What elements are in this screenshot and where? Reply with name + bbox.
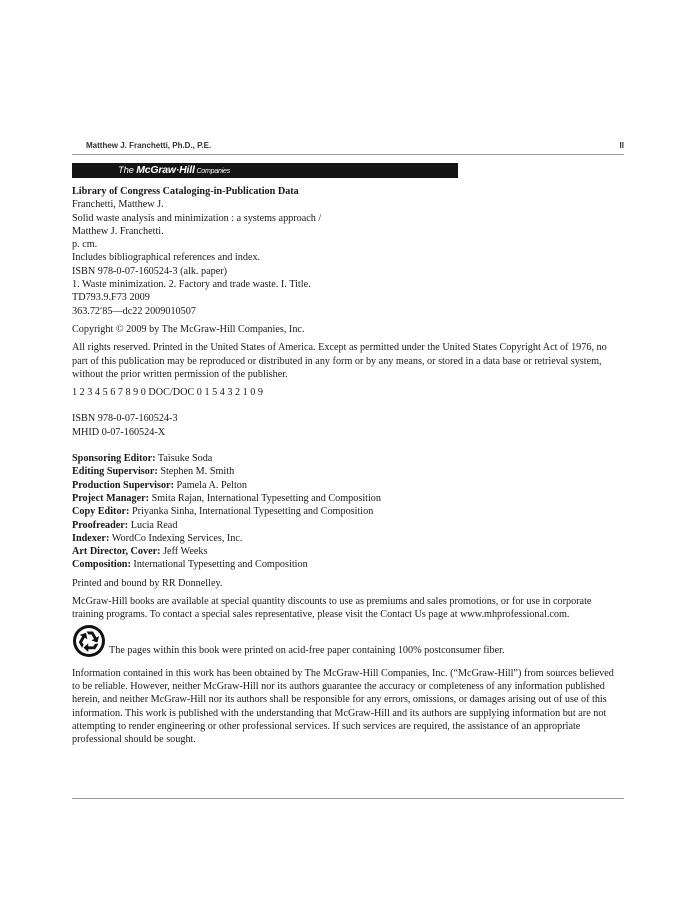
copyright-page-content	[72, 185, 624, 746]
page-folio: II	[619, 141, 624, 150]
credit-line	[72, 545, 624, 558]
credit-name: Taisuke Soda	[157, 453, 213, 465]
credit-name: Stephen M. Smith	[160, 466, 235, 478]
publisher-logo-bar	[72, 163, 458, 178]
cip-line: Includes bibliographical references and index.	[72, 252, 261, 264]
credit-role: Composition:	[72, 559, 131, 571]
recycled-paper-note	[72, 624, 624, 662]
credit-line	[72, 505, 624, 518]
cip-line: Solid waste analysis and minimization : a systems approach /	[72, 212, 322, 224]
credit-line	[72, 532, 624, 545]
credit-role: Production Supervisor:	[72, 479, 174, 491]
credit-role: Copy Editor:	[72, 506, 130, 518]
footer-rule	[72, 798, 624, 799]
credit-line	[72, 465, 624, 478]
credit-line	[72, 479, 624, 492]
credit-name: International Typesetting and Composition	[133, 559, 308, 571]
credit-line	[72, 492, 624, 505]
printing-line: 1 2 3 4 5 6 7 8 9 0 DOC/DOC 0 1 5 4 3 2 1 0 9	[72, 387, 264, 399]
recycle-icon	[72, 624, 106, 658]
logo-prefix: The	[118, 165, 137, 176]
credit-name: Jeff Weeks	[163, 546, 208, 558]
credit-name: Lucia Read	[130, 519, 178, 531]
credits-list	[72, 452, 624, 572]
credit-line	[72, 519, 624, 532]
copyright-notice: Copyright © 2009 by The McGraw-Hill Companies, Inc.	[72, 323, 305, 335]
isbn: ISBN 978-0-07-160524-3	[72, 413, 178, 425]
header-rule	[72, 154, 624, 155]
logo-suffix: Companies	[194, 168, 231, 175]
cip-line: 363.72′85—dc22 2009010507	[72, 305, 196, 317]
cip-line: Franchetti, Matthew J.	[72, 199, 164, 211]
publisher-logo	[118, 164, 230, 176]
cip-line: Matthew J. Franchetti.	[72, 225, 164, 237]
credit-name: Smita Rajan, International Typesetting and Composition	[151, 492, 381, 504]
cip-line: 1. Waste minimization. 2. Factory and trade waste. I. Title.	[72, 279, 311, 291]
cip-line: ISBN 978-0-07-160524-3 (alk. paper)	[72, 265, 228, 277]
cip-line: p. cm.	[72, 239, 98, 251]
credit-role: Sponsoring Editor:	[72, 453, 156, 465]
credit-line	[72, 558, 624, 571]
credit-role: Indexer:	[72, 532, 110, 544]
cip-heading: Library of Congress Cataloging-in-Publication Data	[72, 186, 299, 197]
credit-role: Editing Supervisor:	[72, 466, 158, 478]
running-head-author: Matthew J. Franchetti, Ph.D., P.E.	[86, 141, 212, 150]
credit-name: Priyanka Sinha, International Typesetting and Composition	[132, 506, 374, 518]
rights-statement: All rights reserved. Printed in the United States of America. Except as permitted under the United States Copyright Act of 1976, no part of this publication may be reproduced or distributed in any form or by any means, or stored in a data base or retrieval system, without the prior written permission of the publisher.	[72, 342, 607, 380]
credit-name: WordCo Indexing Services, Inc.	[111, 532, 243, 544]
logo-brand: McGraw·Hill	[136, 164, 195, 176]
running-head	[86, 141, 624, 150]
credit-line	[72, 452, 624, 465]
credit-role: Art Director, Cover:	[72, 546, 161, 558]
credit-role: Proofreader:	[72, 519, 129, 531]
cip-line: TD793.9.F73 2009	[72, 292, 150, 304]
printed-bound-note: Printed and bound by RR Donnelley.	[72, 577, 223, 589]
credit-role: Project Manager:	[72, 492, 150, 504]
special-sales-note: McGraw-Hill books are available at special quantity discounts to use as premiums and sales promotions, or for use in corporate training programs. To contact a special sales representative, please visit the Contact Us page at www.mhprofessional.com.	[72, 596, 592, 621]
recycled-paper-text: The pages within this book were printed on acid-free paper containing 100% postconsumer fiber.	[109, 644, 505, 656]
mhid: MHID 0-07-160524-X	[72, 426, 166, 438]
credit-name: Pamela A. Pelton	[176, 479, 247, 491]
disclaimer: Information contained in this work has been obtained by The McGraw-Hill Companies, Inc. (“McGraw-Hill”) from sources believed to be reliable. However, neither McGraw-Hill nor its authors guarantee the accuracy or completeness of any information published herein, and neither McGraw-Hill nor its authors shall be responsible for any errors, omissions, or damages arising out of use of this information. This work is published with the understanding that McGraw-Hill and its authors are supplying information but are not attempting to render engineering or other professional services. If such services are required, the assistance of an appropriate professional should be sought.	[72, 667, 614, 746]
